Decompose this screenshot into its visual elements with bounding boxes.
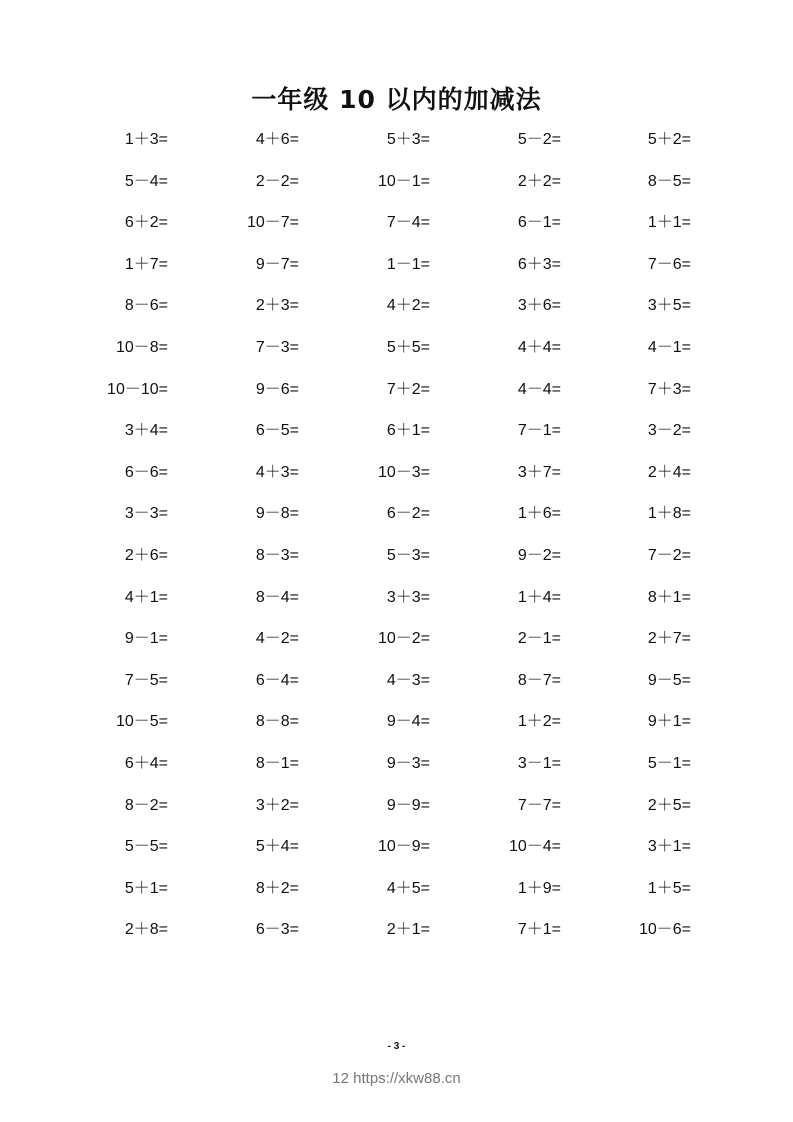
exercise-item: 2＋6= — [124, 547, 168, 564]
exercise-item: 3＋6= — [517, 297, 561, 315]
exercise-item: 8－5= — [647, 172, 691, 190]
exercise-item: 5－1= — [647, 755, 691, 772]
exercise-item: 2－1= — [517, 630, 561, 648]
exercise-item: 3＋1= — [647, 838, 691, 856]
footer-watermark: 12 https://xkw88.cn — [332, 1070, 461, 1087]
exercise-item: 1＋1= — [647, 214, 691, 232]
exercise-item: 5－4= — [124, 172, 168, 190]
exercise-item: 8＋2= — [255, 879, 299, 897]
exercise-item: 1＋4= — [517, 588, 561, 606]
exercise-item: 8－2= — [124, 796, 168, 814]
exercise-item: 9－6= — [255, 380, 299, 398]
exercise-item: 10－2= — [377, 630, 430, 648]
exercise-item: 5－5= — [124, 838, 168, 856]
exercise-item: 4－1= — [647, 339, 691, 356]
exercise-item: 2＋4= — [647, 463, 691, 481]
exercise-item: 6－3= — [255, 921, 299, 939]
exercise-item: 7＋1= — [517, 921, 561, 939]
exercise-item: 6－5= — [255, 422, 299, 440]
exercise-item: 6－1= — [517, 214, 561, 232]
exercise-item: 8＋1= — [647, 588, 691, 606]
exercise-item: 9－5= — [647, 671, 691, 689]
exercise-item: 1－1= — [386, 255, 430, 273]
exercise-item: 2＋3= — [255, 297, 299, 315]
page-number: - 3 - — [387, 1041, 406, 1052]
exercise-item: 7＋3= — [647, 380, 691, 398]
exercise-item: 2＋7= — [647, 630, 691, 648]
exercise-item: 4＋6= — [255, 131, 299, 148]
exercise-item: 1＋7= — [124, 255, 168, 273]
exercise-item: 5＋4= — [255, 838, 299, 856]
exercise-item: 9－2= — [517, 547, 561, 564]
exercise-item: 2＋5= — [647, 796, 691, 814]
exercise-item: 6＋1= — [386, 422, 430, 440]
exercise-item: 9－4= — [386, 713, 430, 731]
exercise-item: 3－2= — [647, 422, 691, 440]
exercise-item: 4＋4= — [517, 339, 561, 356]
exercise-item: 7＋2= — [386, 380, 430, 398]
exercise-item: 10－10= — [107, 380, 168, 398]
exercise-item: 4＋3= — [255, 463, 299, 481]
exercise-item: 4＋1= — [124, 588, 168, 606]
exercise-item: 3＋2= — [255, 796, 299, 814]
exercise-item: 4－2= — [255, 630, 299, 648]
exercise-item: 8－1= — [255, 755, 299, 772]
exercise-item: 4＋2= — [386, 297, 430, 315]
exercise-item: 3－3= — [124, 505, 168, 523]
exercise-item: 4－4= — [517, 380, 561, 398]
exercise-item: 6＋2= — [124, 214, 168, 232]
exercise-item: 7－1= — [517, 422, 561, 440]
exercise-item: 9－7= — [255, 255, 299, 273]
exercise-item: 9－8= — [255, 505, 299, 523]
exercise-item: 6－6= — [124, 463, 168, 481]
exercise-item: 1＋2= — [517, 713, 561, 731]
exercise-item: 5＋3= — [386, 131, 430, 148]
exercise-item: 2－2= — [255, 172, 299, 190]
exercise-item: 10－7= — [246, 214, 299, 232]
exercise-item: 8－4= — [255, 588, 299, 606]
exercise-item: 2＋1= — [386, 921, 430, 939]
exercise-item: 1＋5= — [647, 879, 691, 897]
exercise-item: 1＋3= — [124, 131, 168, 148]
exercise-item: 5－3= — [386, 547, 430, 564]
exercise-item: 7－2= — [647, 547, 691, 564]
exercise-item: 6－2= — [386, 505, 430, 523]
exercise-item: 10－9= — [377, 838, 430, 856]
exercise-item: 5＋2= — [647, 131, 691, 148]
exercise-item: 4－3= — [386, 671, 430, 689]
exercise-item: 10－5= — [115, 713, 168, 731]
exercise-item: 10－8= — [115, 339, 168, 356]
exercise-item: 3＋3= — [386, 588, 430, 606]
exercise-item: 3＋5= — [647, 297, 691, 315]
exercise-item: 7－6= — [647, 255, 691, 273]
exercise-item: 8－8= — [255, 713, 299, 731]
exercise-item: 8－7= — [517, 671, 561, 689]
exercise-item: 6－4= — [255, 671, 299, 689]
exercise-item: 3－1= — [517, 755, 561, 772]
exercise-item: 3＋7= — [517, 463, 561, 481]
exercise-item: 7－4= — [386, 214, 430, 232]
exercise-item: 1＋8= — [647, 505, 691, 523]
exercise-item: 7－5= — [124, 671, 168, 689]
exercise-item: 1＋6= — [517, 505, 561, 523]
exercise-item: 10－4= — [508, 838, 561, 856]
exercise-item: 8－6= — [124, 297, 168, 315]
exercise-item: 8－3= — [255, 547, 299, 564]
exercise-item: 2＋2= — [517, 172, 561, 190]
exercise-item: 9－3= — [386, 755, 430, 772]
exercise-item: 5－2= — [517, 131, 561, 148]
exercise-item: 9－9= — [386, 796, 430, 814]
exercise-item: 1＋9= — [517, 879, 561, 897]
exercise-item: 3＋4= — [124, 422, 168, 440]
exercise-item: 2＋8= — [124, 921, 168, 939]
exercise-item: 10－6= — [638, 921, 691, 939]
exercise-item: 5＋5= — [386, 339, 430, 356]
exercise-item: 4＋5= — [386, 879, 430, 897]
exercise-item: 7－3= — [255, 339, 299, 356]
exercise-item: 6＋3= — [517, 255, 561, 273]
exercise-item: 10－1= — [377, 172, 430, 190]
exercise-item: 10－3= — [377, 463, 430, 481]
exercise-item: 7－7= — [517, 796, 561, 814]
exercise-item: 6＋4= — [124, 755, 168, 772]
exercise-item: 9－1= — [124, 630, 168, 648]
exercise-item: 5＋1= — [124, 879, 168, 897]
exercise-item: 9＋1= — [647, 713, 691, 731]
page-title: 一年级 10 以内的加减法 — [251, 85, 542, 114]
